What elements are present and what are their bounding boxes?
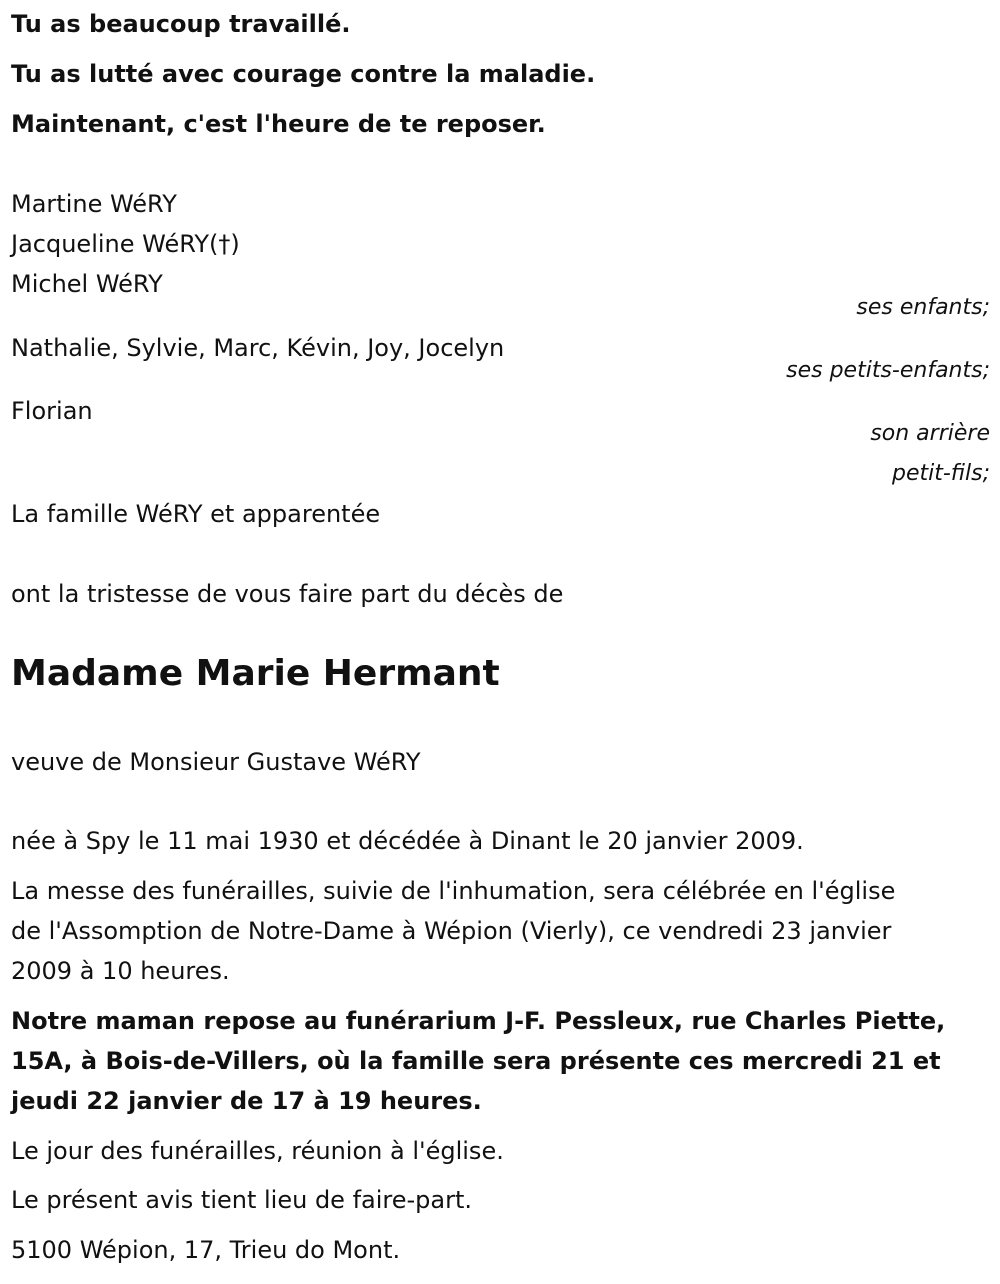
rest-line-1: Notre maman repose au funérarium J-F. Pessleux, rue Charles Piette,	[11, 1007, 946, 1035]
great-grandchild-role-line-2: petit-fils;	[891, 461, 990, 486]
verse-line-1: Tu as beaucoup travaillé.	[11, 10, 351, 38]
great-grandchild-name: Florian	[11, 397, 93, 425]
family-line: La famille WéRY et apparentée	[11, 500, 381, 528]
rest-line-2: 15A, à Bois-de-Villers, où la famille sera présente ces mercredi 21 et	[11, 1047, 941, 1075]
children-role: ses enfants;	[856, 295, 990, 320]
mass-line-1: La messe des funérailles, suivie de l'inhumation, sera célébrée en l'église	[11, 877, 896, 905]
grandchildren-role: ses petits-enfants;	[786, 358, 990, 383]
child-name-1: Martine WéRY	[11, 190, 177, 218]
rest-line-3: jeudi 22 janvier de 17 à 19 heures.	[11, 1087, 482, 1115]
verse-line-2: Tu as lutté avec courage contre la maladie.	[11, 60, 596, 88]
child-name-2: Jacqueline WéRY(†)	[11, 230, 240, 258]
grandchildren-names: Nathalie, Sylvie, Marc, Kévin, Joy, Jocelyn	[11, 334, 505, 362]
deceased-name: Madame Marie Hermant	[11, 653, 500, 694]
verse-line-3: Maintenant, c'est l'heure de te reposer.	[11, 110, 546, 138]
birth-death-line: née à Spy le 11 mai 1930 et décédée à Dinant le 20 janvier 2009.	[11, 827, 804, 855]
meeting-line: Le jour des funérailles, réunion à l'église.	[11, 1137, 504, 1165]
child-name-3: Michel WéRY	[11, 270, 163, 298]
announcement-line: ont la tristesse de vous faire part du décès de	[11, 580, 564, 608]
great-grandchild-role-line-1: son arrière	[870, 421, 990, 446]
notice-line: Le présent avis tient lieu de faire-part.	[11, 1186, 473, 1214]
address-line: 5100 Wépion, 17, Trieu do Mont.	[11, 1236, 401, 1264]
mass-line-3: 2009 à 10 heures.	[11, 957, 230, 985]
mass-line-2: de l'Assomption de Notre-Dame à Wépion (Vierly), ce vendredi 23 janvier	[11, 917, 892, 945]
widow-of-line: veuve de Monsieur Gustave WéRY	[11, 748, 421, 776]
